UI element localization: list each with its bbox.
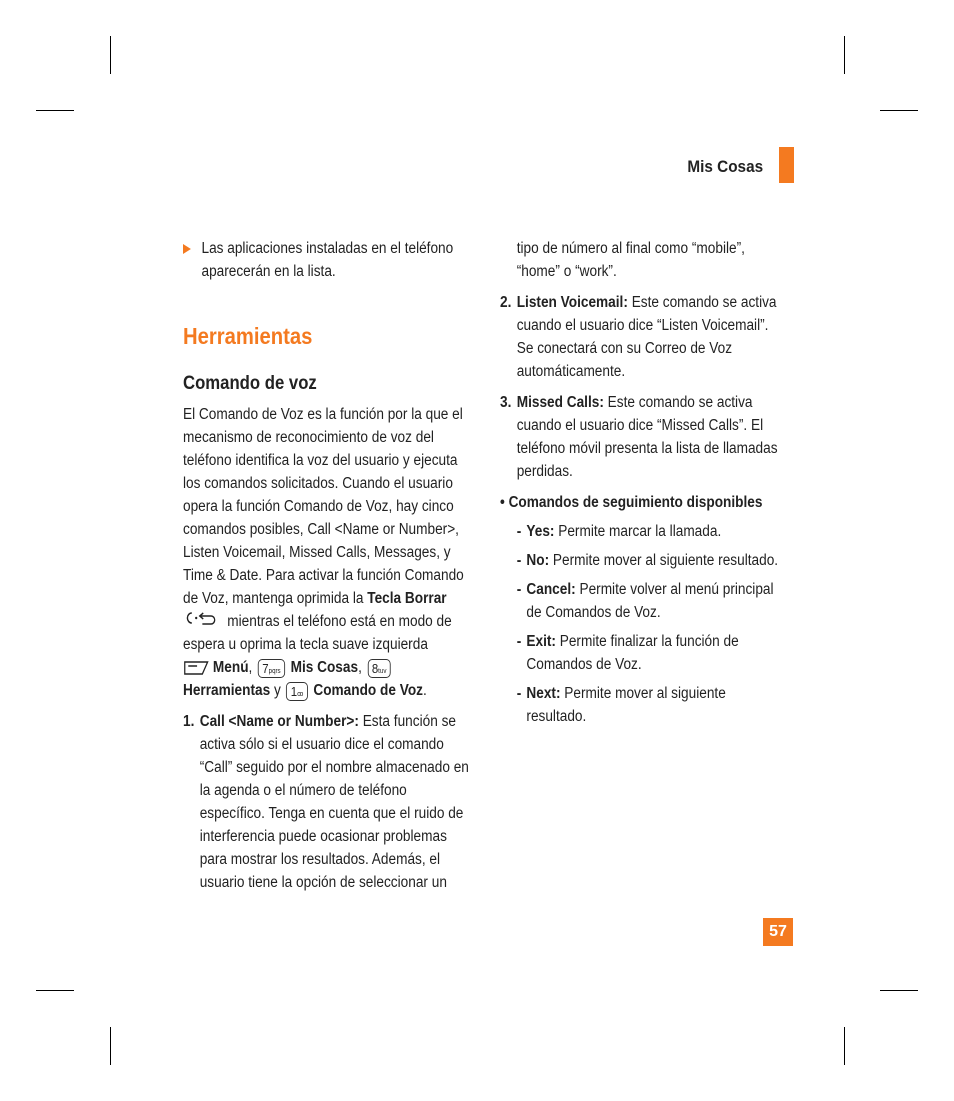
period: . bbox=[422, 682, 427, 700]
left-soft-key-icon bbox=[183, 660, 209, 676]
clear-key-icon bbox=[183, 610, 223, 633]
crop-mark bbox=[844, 36, 845, 74]
key-7-digit: 7 bbox=[262, 660, 269, 676]
crop-mark bbox=[36, 110, 74, 111]
triangle-bullet-icon bbox=[183, 244, 191, 254]
item-number: 3. bbox=[500, 394, 512, 411]
dash: - bbox=[516, 552, 522, 569]
followup-label: Cancel: bbox=[526, 581, 576, 598]
crop-mark bbox=[36, 990, 74, 991]
key-1-voicemail: ꝏ bbox=[297, 690, 304, 698]
list-item bbox=[500, 630, 789, 676]
menu-label: Menú bbox=[212, 659, 249, 677]
item-number: 1. bbox=[183, 713, 195, 731]
key-8-digit: 8 bbox=[371, 660, 379, 676]
followup-label: Exit: bbox=[526, 633, 556, 650]
followup-label: Yes: bbox=[526, 523, 555, 540]
intro-text-2: mientras el teléfono está en modo de espera u oprima la tecla suave izquierda bbox=[183, 613, 452, 654]
right-column bbox=[500, 237, 789, 728]
mis-cosas-label: Mis Cosas bbox=[290, 659, 359, 677]
command-text: Esta función se activa sólo si el usuario dice el comando “Call” seguido por el nombre almacenado en la agenda o el número de teléfono específico. Tenga en cuenta que el ruido de interferencia puede ocasionar problemas para mostrar los resultados. Además, el usuario tiene la opción de seleccionar un bbox=[199, 713, 469, 892]
command-label: Missed Calls: bbox=[516, 394, 604, 411]
command-text: Este comando se activa cuando el usuario dice “Missed Calls”. El teléfono móvil presenta la lista de llamadas perdidas. bbox=[516, 394, 778, 480]
list-item bbox=[500, 682, 789, 728]
list-item bbox=[500, 578, 789, 624]
command-list bbox=[500, 291, 789, 483]
herramientas-label: Herramientas bbox=[183, 682, 271, 700]
followup-text: Permite mover al siguiente resultado. bbox=[549, 552, 779, 569]
separator: , bbox=[248, 659, 253, 677]
crop-mark bbox=[110, 1027, 111, 1065]
list-item bbox=[500, 549, 789, 572]
comando-label: Comando de Voz bbox=[313, 682, 423, 700]
section-tab bbox=[779, 147, 794, 183]
command-text: Este comando se activa cuando el usuario dice “Listen Voicemail”. Se conectará con su Correo de Voz automáticamente. bbox=[516, 294, 777, 380]
separator: , bbox=[358, 659, 362, 677]
intro-paragraph bbox=[183, 403, 469, 702]
list-item bbox=[500, 391, 789, 483]
conjunction: y bbox=[273, 682, 281, 700]
page-title: Herramientas bbox=[183, 323, 313, 349]
dash: - bbox=[516, 523, 522, 540]
key-8-letters: tuv bbox=[378, 667, 387, 675]
command-label: Call <Name or Number>: bbox=[199, 713, 359, 731]
crop-mark bbox=[880, 110, 918, 111]
intro-text: El Comando de Voz es la función por la que el mecanismo de reconocimiento de voz del teléfono identifica la voz del usuario y ejecuta los comandos solicitados. Cuando el usuario opera la función Comando de Voz, hay cinco comandos posibles, Call <Name or Number>, Listen Voicemail, Missed Calls, Messages, y Time & Date. Para activar la función Comando de Voz, mantenga oprimida la bbox=[183, 406, 464, 607]
note bbox=[183, 237, 469, 283]
item-number: 2. bbox=[500, 294, 512, 311]
followup-heading: • Comandos de seguimiento disponibles bbox=[500, 494, 763, 511]
command-list bbox=[183, 710, 469, 894]
crop-mark bbox=[110, 36, 111, 74]
command-label: Listen Voicemail: bbox=[516, 294, 628, 311]
list-item bbox=[500, 291, 789, 383]
dash: - bbox=[516, 685, 522, 702]
page-number: 57 bbox=[763, 918, 793, 946]
followup-label: No: bbox=[526, 552, 550, 569]
followup-text: Permite volver al menú principal de Comandos de Voz. bbox=[526, 581, 774, 621]
dash: - bbox=[516, 581, 522, 598]
key-7-letters: pqrs bbox=[268, 667, 281, 675]
followup-label: Next: bbox=[526, 685, 561, 702]
key-1-icon bbox=[286, 682, 307, 701]
list-item bbox=[500, 520, 789, 543]
left-column bbox=[183, 237, 469, 902]
followup-text: Permite marcar la llamada. bbox=[554, 523, 722, 540]
key-8-icon bbox=[367, 659, 390, 678]
section-subtitle: Comando de voz bbox=[183, 373, 317, 394]
section-title: Mis Cosas bbox=[687, 157, 763, 176]
note-text: Las aplicaciones instaladas en el teléfono aparecerán en la lista. bbox=[201, 240, 454, 280]
list-item bbox=[183, 710, 469, 894]
followup-text: Permite mover al siguiente resultado. bbox=[526, 685, 726, 725]
crop-mark bbox=[844, 1027, 845, 1065]
crop-mark bbox=[880, 990, 918, 991]
followup-text: Permite finalizar la función de Comandos de Voz. bbox=[526, 633, 739, 673]
dash: - bbox=[516, 633, 522, 650]
key-1-digit: 1 bbox=[290, 683, 298, 699]
key-7-icon bbox=[258, 659, 285, 678]
clear-key-label: Tecla Borrar bbox=[367, 590, 447, 607]
continuation-text: tipo de número al final como “mobile”, “home” o “work”. bbox=[516, 240, 745, 280]
